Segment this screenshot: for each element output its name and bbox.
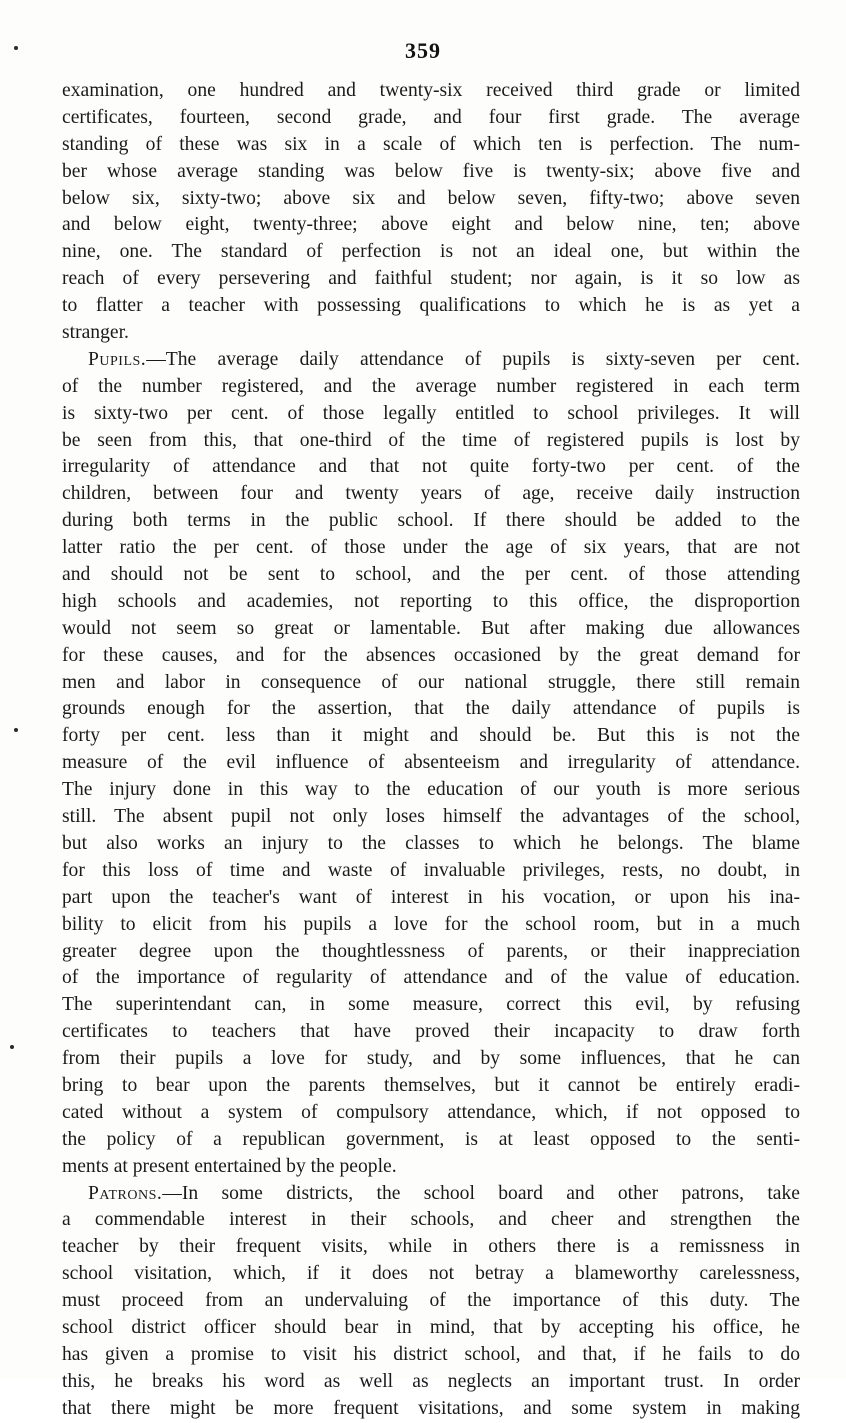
text-line: during both terms in the public school. If there should be added to the (62, 510, 800, 532)
text-line: school district officer should bear in mind, that by accepting his office, he (62, 1316, 800, 1338)
text-line: of the number registered, and the average number registered in each term (62, 375, 800, 397)
text-line: The injury done in this way to the education of our youth is more serious (62, 779, 800, 801)
text-line: standing of these was six in a scale of which ten is perfection. The num- (62, 133, 800, 155)
text-line: ments at present entertained by the people. (62, 1155, 397, 1177)
text-line: The superintendant can, in some measure, correct this evil, by refusing (62, 994, 800, 1016)
text-line: from their pupils a love for study, and by some influences, that he can (62, 1048, 800, 1070)
text-line: this, he breaks his word as well as neglects an important trust. In order (62, 1370, 800, 1392)
text-line: latter ratio the per cent. of those under the age of six years, that are not (62, 537, 800, 559)
text-line: a commendable interest in their schools, and cheer and strengthen the (62, 1209, 800, 1231)
text-line: for these causes, and for the absences occasioned by the great demand for (62, 644, 800, 666)
text-line: has given a promise to visit his district school, and that, if he fails to do (62, 1343, 800, 1365)
text-line: examination, one hundred and twenty-six received third grade or limited (62, 80, 800, 101)
text-line: to flatter a teacher with possessing qualifications to which he is as yet a (62, 295, 800, 317)
ink-blot-mark (14, 728, 18, 732)
text-line: irregularity of attendance and that not quite forty-two per cent. of the (62, 456, 800, 478)
text-line (62, 1181, 800, 1208)
text-line: would not seem so great or lamentable. But after making due allowances (62, 617, 800, 639)
text-line: forty per cent. less than it might and should be. But this is not the (62, 725, 800, 747)
section-heading-pupils: Pupils. (88, 348, 147, 370)
text-line: the policy of a republican government, is at least opposed to the senti- (62, 1128, 800, 1150)
text-line-rest: —The average daily attendance of pupils is sixty-seven per cent. (146, 348, 800, 370)
text-line: still. The absent pupil not only loses himself the advantages of the school, (62, 806, 800, 828)
ink-blot-mark (14, 46, 18, 50)
body-text (62, 78, 800, 1423)
page-number: 359 (405, 38, 441, 63)
text-line: reach of every persevering and faithful student; nor again, is it so low as (62, 268, 800, 290)
text-line: measure of the evil influence of absenteeism and irregularity of attendance. (62, 752, 800, 774)
paragraph-patrons (62, 1181, 800, 1423)
text-line: and should not be sent to school, and the per cent. of those attending (62, 564, 800, 586)
text-line: is sixty-two per cent. of those legally entitled to school privileges. It will (62, 402, 800, 424)
text-line: must proceed from an undervaluing of the importance of this duty. The (62, 1290, 800, 1312)
text-line-rest: —In some districts, the school board and other patrons, take (162, 1182, 800, 1204)
text-line: children, between four and twenty years of age, receive daily instruction (62, 483, 800, 505)
text-line: that there might be more frequent visitations, and some system in making (62, 1397, 800, 1419)
text-line: nine, one. The standard of perfection is not an ideal one, but within the (62, 241, 800, 263)
text-line: but also works an injury to the classes to which he belongs. The blame (62, 832, 800, 854)
text-line: stranger. (62, 322, 129, 344)
text-line (62, 347, 800, 374)
text-line: and below eight, twenty-three; above eight and below nine, ten; above (62, 214, 800, 236)
text-line: cated without a system of compulsory attendance, which, if not opposed to (62, 1101, 800, 1123)
paragraph-intro (62, 78, 800, 347)
text-line: below six, sixty-two; above six and below seven, fifty-two; above seven (62, 187, 800, 209)
text-line: be seen from this, that one-third of the time of registered pupils is lost by (62, 429, 800, 451)
text-line: men and labor in consequence of our national struggle, there still remain (62, 671, 800, 693)
text-line: certificates to teachers that have proved their incapacity to draw forth (62, 1021, 800, 1043)
text-line: certificates, fourteen, second grade, and four first grade. The average (62, 106, 800, 128)
text-line: teacher by their frequent visits, while in others there is a remissness in (62, 1236, 800, 1258)
ink-blot-mark (10, 1045, 14, 1049)
text-line: for this loss of time and waste of invaluable privileges, rests, no doubt, in (62, 859, 800, 881)
text-line: bility to elicit from his pupils a love for the school room, but in a much (62, 913, 800, 935)
text-line: grounds enough for the assertion, that the daily attendance of pupils is (62, 698, 800, 720)
text-line: of the importance of regularity of attendance and of the value of education. (62, 967, 800, 989)
text-line: greater degree upon the thoughtlessness of parents, or their inappreciation (62, 940, 800, 962)
text-line: school visitation, which, if it does not betray a blameworthy carelessness, (62, 1263, 800, 1285)
paragraph-pupils (62, 347, 800, 1181)
text-line: ber whose average standing was below five is twenty-six; above five and (62, 160, 800, 182)
text-line: part upon the teacher's want of interest in his vocation, or upon his ina- (62, 886, 800, 908)
section-heading-patrons: Patrons. (88, 1182, 163, 1204)
text-line: bring to bear upon the parents themselves, but it cannot be entirely eradi- (62, 1074, 800, 1096)
text-line: high schools and academies, not reporting to this office, the disproportion (62, 590, 800, 612)
